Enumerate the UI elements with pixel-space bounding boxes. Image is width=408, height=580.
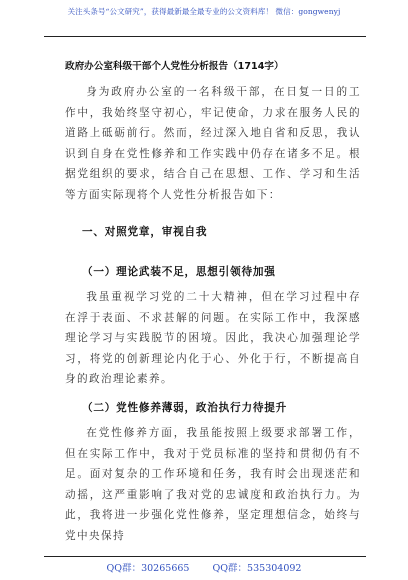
document-title: 政府办公室科级干部个人党性分析报告（1714字）: [65, 61, 284, 72]
header-promo-note: 关注头条号“公文研究”，获得最新最全最专业的公文资料库！ 微信：gongwenyj: [67, 7, 341, 16]
subsection-2-body: 在党性修养方面，我虽能按照上级要求部署工作，但在实际工作中，我对于党员标准的坚持和贯彻仍有不足。面对复杂的工作环境和任务，我有时会出现迷茫和动摇，这严重影响了我对党的忠诚度和政治执行力。为此，我将进一步强化党性修养，坚定理想信念，始终与党中央保持: [65, 427, 361, 542]
intro-paragraph: 身为政府办公室的一名科级干部，在日复一日的工作中，我始终坚守初心，牢记使命，力求在服务人民的道路上砥砺前行。然而，经过深入地自省和反思，我认识到自身在党性修养和工作实践中仍存在诸多不足。根据党组织的要求，结合自己在思想、工作、学习和生活等方面实际现将个人党性分析报告如下：: [65, 86, 361, 201]
footer-qq-group-2: QQ群：535304092: [212, 563, 302, 574]
footer: [0, 560, 408, 574]
subsection-heading-1: （一）理论武装不足，思想引领待加强: [81, 266, 276, 278]
subsection-1-body: 我虽重视学习党的二十大精神，但在学习过程中存在浮于表面、不求甚解的问题。在实际工作中，我深感理论学习与实践脱节的困境。因此，我决心加强理论学习，将党的创新理论内化于心、外化于行，不断提高自身的政治理论素养。: [65, 291, 361, 385]
subsection-heading-2: （二）党性修养薄弱，政治执行力待提升: [81, 402, 288, 414]
footer-qq-group-1: QQ群：30265665: [106, 563, 190, 574]
footer-divider: [44, 556, 366, 557]
header-divider: [44, 36, 366, 37]
section-heading-1: 一、对照党章，审视自我: [81, 226, 208, 238]
